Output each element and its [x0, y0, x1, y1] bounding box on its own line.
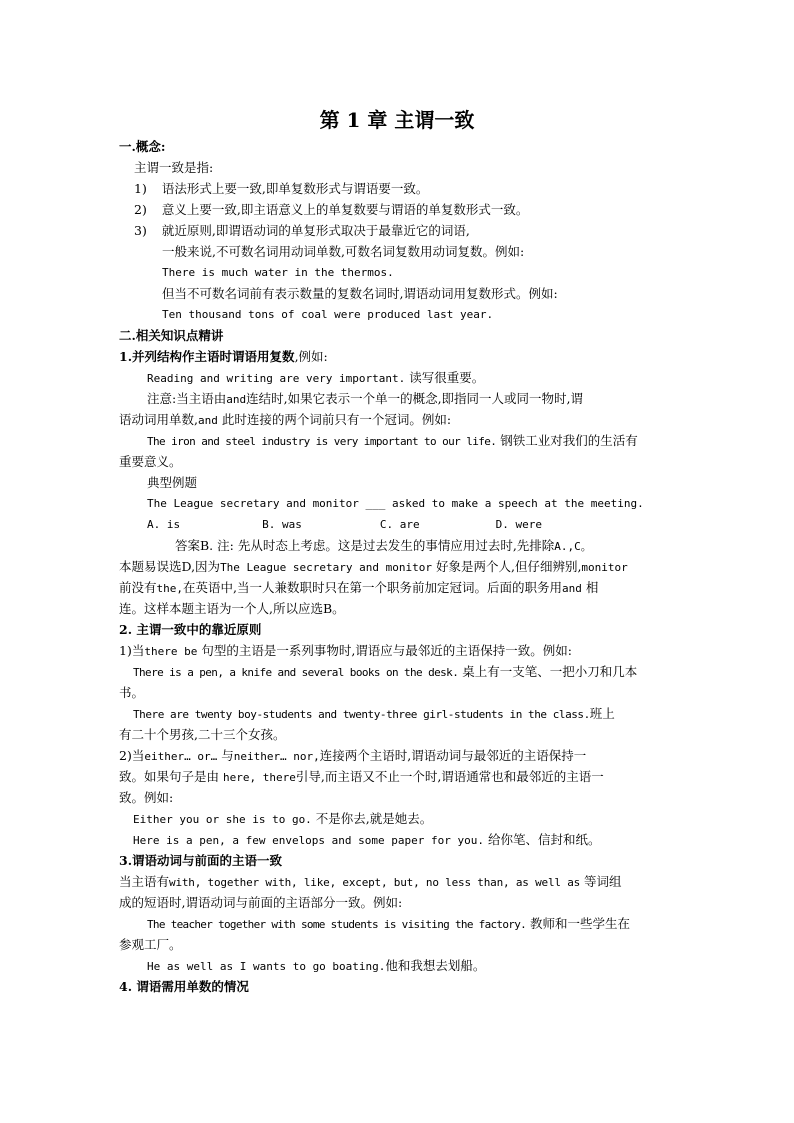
- example-sentence: The teacher together with some students is visiting the factory.: [147, 918, 527, 931]
- answer-explanation-3: [119, 578, 598, 599]
- note-line-2: [119, 410, 451, 431]
- rule-text: 句型的主语是一系列事物时,谓语应与最邻近的主语保持一致。例如:: [201, 643, 572, 658]
- example-line: [133, 809, 432, 830]
- note-text: 语动词用单数,: [119, 412, 198, 427]
- note-text: 此时连接的两个词前只有一个冠词。例如:: [221, 412, 452, 427]
- answer-text: 好象是两个人,但仔细辨别,: [435, 559, 582, 574]
- example-translation: 读写很重要。: [409, 370, 485, 385]
- concept-item-3-exception: 但当不可数名词前有表示数量的复数名词时,谓语动词用复数形式。例如:: [162, 286, 558, 301]
- example-sentence: Either you or she is to go.: [133, 813, 312, 826]
- example-line: [133, 704, 615, 725]
- subheading-4: 4. 谓语需用单数的情况: [119, 979, 249, 994]
- example-translation-cont: 有二十个男孩,二十三个女孩。: [119, 727, 286, 742]
- answer-options: [147, 515, 542, 535]
- concept-intro: 主谓一致是指:: [134, 160, 214, 175]
- rule-line: [119, 641, 572, 662]
- subheading-tail: ,例如:: [294, 349, 328, 364]
- typical-example-label: 典型例题: [147, 475, 198, 490]
- option-c: C. are: [379, 518, 420, 531]
- keyword: either… or…: [144, 750, 218, 763]
- section-heading-concept: 一.概念:: [119, 139, 166, 154]
- item-text: 就近原则,即谓语动词的单复形式取决于最靠近它的词语,: [161, 223, 470, 238]
- subheading-2: 2. 主谓一致中的靠近原则: [119, 622, 262, 637]
- answer-text: 相: [585, 580, 599, 595]
- subheading-text: 1.并列结构作主语时谓语用复数: [119, 349, 295, 364]
- example-sentence: Here is a pen, a few envelops and some paper for you.: [133, 834, 484, 847]
- example-line: [147, 956, 485, 977]
- example-translation: 他和我想去划船。: [385, 958, 486, 973]
- rule-line: [119, 746, 586, 767]
- example-sentence: He as well as I wants to go boating.: [147, 960, 386, 973]
- rule-line: [119, 872, 622, 893]
- answer-text: A.,C。: [554, 540, 592, 553]
- subheading-3: 3.谓语动词与前面的主语一致: [119, 853, 283, 868]
- answer-explanation-1: [175, 536, 592, 557]
- item-number: 1): [134, 181, 147, 196]
- subheading-1: [119, 347, 328, 367]
- note-text: 连结时,如果它表示一个单一的概念,即指同一人或同一物时,谓: [246, 391, 584, 406]
- option-b: B. was: [262, 518, 302, 531]
- example-line: [147, 368, 484, 389]
- example-translation-cont: 参观工厂。: [119, 937, 182, 952]
- rule-text: 1)当: [119, 643, 145, 658]
- keyword: there be: [144, 645, 198, 658]
- note-line-1: [147, 389, 583, 410]
- example-sentence: Ten thousand tons of coal were produced last year.: [162, 308, 494, 321]
- example-translation: 教师和一些学生在: [530, 916, 631, 931]
- option-d: D. were: [495, 518, 542, 531]
- answer-text: the,: [156, 582, 184, 595]
- rule-text: 等词组: [584, 874, 622, 889]
- rule-text: 连接两个主语时,谓语动词与最邻近的主语保持一: [319, 748, 587, 763]
- answer-text: 答案B. 注: 先从时态上考虑。这是过去发生的事情应用过去时,先排除: [175, 538, 555, 553]
- question-text: The League secretary and monitor ___ asked to make a speech at the meeting.: [147, 497, 644, 510]
- example-sentence: There are twenty boy-students and twenty-three girl-students in the class.: [133, 708, 590, 721]
- option-a: A. is: [147, 518, 181, 531]
- answer-text: and: [562, 582, 582, 595]
- keyword: here, there: [223, 771, 296, 784]
- example-translation: 班上: [589, 706, 615, 721]
- example-translation: 钢铁工业对我们的生活有: [500, 433, 638, 448]
- rule-text: 与: [221, 748, 234, 763]
- rule-line: 成的短语时,谓语动词与前面的主语部分一致。例如:: [119, 895, 403, 910]
- answer-text: 前没有: [119, 580, 157, 595]
- answer-explanation-4: 连。这样本题主语为一个人,所以应选B。: [119, 601, 345, 616]
- example-line: [147, 431, 638, 452]
- example-translation-cont: 重要意义。: [119, 454, 182, 469]
- example-sentence: The iron and steel industry is very important to our life.: [147, 435, 497, 448]
- rule-text: 致。如果句子是由: [119, 769, 220, 784]
- concept-item-3-rule: 一般来说,不可数名词用动词单数,可数名词复数用动词复数。例如:: [162, 244, 525, 259]
- keyword: and: [226, 393, 247, 406]
- rule-text: 当主语有: [119, 874, 170, 889]
- example-sentence: Reading and writing are very important.: [147, 372, 406, 385]
- rule-text: 2)当: [119, 748, 145, 763]
- example-sentence: There is a pen, a knife and several books on the desk.: [133, 666, 459, 679]
- rule-line: 致。例如:: [119, 790, 174, 805]
- item-text: 意义上要一致,即主语意义上的单复数要与谓语的单复数形式一致。: [161, 202, 529, 217]
- item-number: 2): [134, 202, 147, 217]
- example-translation: 不是你去,就是她去。: [315, 811, 433, 826]
- chapter-title: 第 1 章 主谓一致: [319, 108, 475, 132]
- answer-text: 在英语中,当一人兼数职时只在第一个职务前加定冠词。后面的职务用: [183, 580, 562, 595]
- concept-item-2: [134, 200, 528, 220]
- example-translation: 桌上有一支笔、一把小刀和几本: [462, 664, 638, 679]
- section-heading-knowledge: 二.相关知识点精讲: [119, 328, 224, 343]
- keyword: with, together with, like, except, but, no less than, as well as: [169, 876, 581, 889]
- example-translation-cont: 书。: [119, 685, 145, 700]
- note-text: 注意:当主语由: [147, 391, 227, 406]
- rule-text: 引导,而主语又不止一个时,谓语通常也和最邻近的主语一: [295, 769, 604, 784]
- keyword: and: [197, 414, 218, 427]
- rule-line: [119, 767, 604, 788]
- example-line: [133, 830, 601, 851]
- answer-text: The League secretary and monitor: [220, 561, 432, 574]
- answer-text: 本题易误选D,因为: [119, 559, 221, 574]
- example-sentence: There is much water in the thermos.: [162, 266, 394, 279]
- answer-text: monitor: [581, 561, 628, 574]
- keyword: neither… nor,: [233, 750, 320, 763]
- example-line: [147, 914, 630, 935]
- concept-item-1: [134, 179, 428, 199]
- example-line: [133, 662, 637, 683]
- concept-item-3: [134, 221, 470, 241]
- example-translation: 给你笔、信封和纸。: [487, 832, 601, 847]
- item-number: 3): [134, 223, 147, 238]
- item-text: 语法形式上要一致,即单复数形式与谓语要一致。: [161, 181, 429, 196]
- answer-explanation-2: [119, 557, 628, 578]
